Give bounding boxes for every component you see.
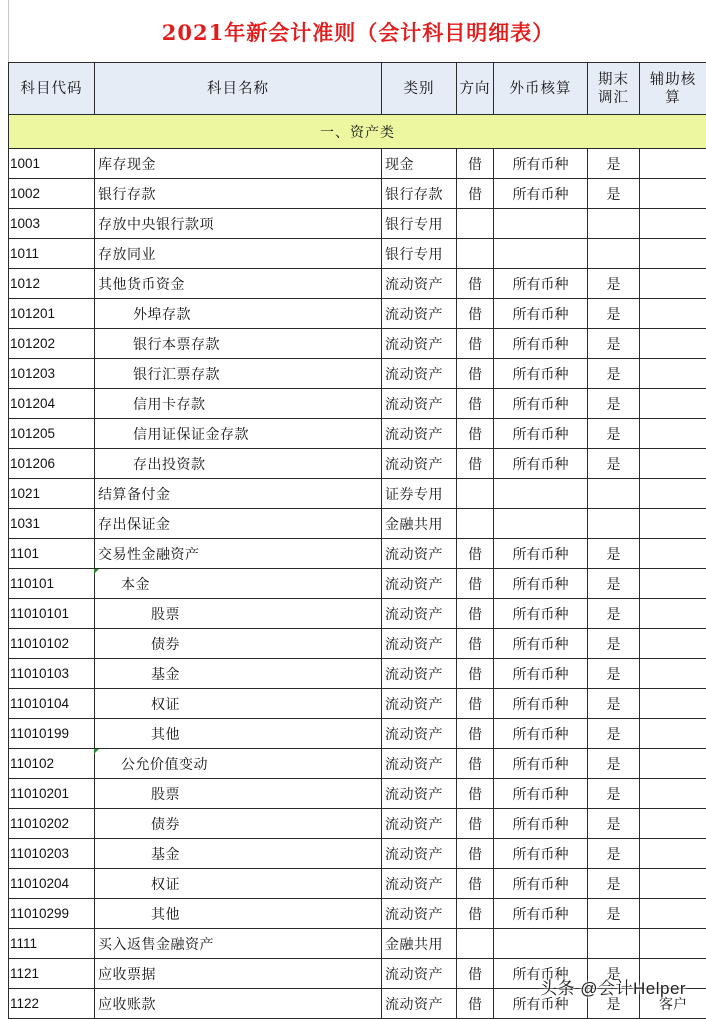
table-row [9,179,706,209]
cell-name[interactable]: 结算备付金 [95,479,382,509]
header-row [9,63,706,115]
cell-category[interactable]: 银行专用 [382,209,457,239]
cell-name[interactable]: 银行存款 [95,179,382,209]
cell-name[interactable]: 库存现金 [95,149,382,179]
cell-period-end[interactable]: 是 [588,569,640,599]
cell-period-end[interactable]: 是 [588,899,640,929]
cell-period-end[interactable]: 是 [588,269,640,299]
cell-period-end[interactable]: 是 [588,299,640,329]
cell-auxiliary[interactable] [640,299,706,329]
cell-name[interactable]: 外埠存款 [95,299,382,329]
table-row [9,509,706,539]
table-row [9,749,706,779]
table-row [9,569,706,599]
cell-code[interactable]: 1001 [9,149,95,179]
header-currency[interactable]: 外币核算 [494,63,588,115]
cell-currency[interactable]: 所有币种 [494,869,588,899]
cell-code[interactable]: 11010103 [9,659,95,689]
cell-currency[interactable]: 所有币种 [494,599,588,629]
cell-period-end[interactable]: 是 [588,599,640,629]
watermark: 头条 @会计Helper [540,974,686,999]
cell-direction[interactable]: 借 [457,329,494,359]
cell-period-end[interactable]: 是 [588,809,640,839]
cell-period-end[interactable]: 是 [588,389,640,419]
cell-code[interactable]: 1012 [9,269,95,299]
cell-category[interactable]: 流动资产 [382,359,457,389]
cell-currency[interactable] [494,509,588,539]
cell-code[interactable]: 11010202 [9,809,95,839]
cell-category[interactable]: 流动资产 [382,659,457,689]
cell-period-end[interactable]: 是 [588,989,640,1019]
cell-direction[interactable]: 借 [457,989,494,1019]
cell-direction[interactable]: 借 [457,629,494,659]
cell-name[interactable]: 银行本票存款 [95,329,382,359]
cell-currency[interactable]: 所有币种 [494,569,588,599]
cell-currency[interactable]: 所有币种 [494,659,588,689]
cell-category[interactable]: 流动资产 [382,869,457,899]
cell-category[interactable]: 金融共用 [382,509,457,539]
cell-code[interactable]: 11010299 [9,899,95,929]
cell-code[interactable]: 1111 [9,929,95,959]
table-row [9,809,706,839]
cell-name[interactable]: 存放中央银行款项 [95,209,382,239]
cell-currency[interactable]: 所有币种 [494,899,588,929]
cell-category[interactable]: 流动资产 [382,719,457,749]
cell-period-end[interactable]: 是 [588,689,640,719]
cell-category[interactable]: 流动资产 [382,779,457,809]
cell-name[interactable]: 银行汇票存款 [95,359,382,389]
cell-period-end[interactable] [588,479,640,509]
cell-auxiliary[interactable] [640,149,706,179]
cell-period-end[interactable]: 是 [588,329,640,359]
cell-name[interactable]: 交易性金融资产 [95,539,382,569]
cell-period-end[interactable]: 是 [588,629,640,659]
cell-category[interactable]: 流动资产 [382,569,457,599]
cell-name[interactable]: 基金 [95,839,382,869]
cell-category[interactable]: 流动资产 [382,539,457,569]
cell-direction[interactable]: 借 [457,869,494,899]
cell-category[interactable]: 流动资产 [382,269,457,299]
cell-code[interactable]: 1122 [9,989,95,1019]
table-row [9,869,706,899]
cell-name[interactable]: 股票 [95,779,382,809]
cell-name[interactable]: 存出保证金 [95,509,382,539]
cell-period-end[interactable] [588,509,640,539]
cell-direction[interactable]: 借 [457,959,494,989]
table-row [9,359,706,389]
cell-name[interactable]: 基金 [95,659,382,689]
table-row [9,599,706,629]
cell-direction[interactable] [457,509,494,539]
cell-currency[interactable]: 所有币种 [494,779,588,809]
cell-currency[interactable]: 所有币种 [494,989,588,1019]
table-row [9,329,706,359]
cell-direction[interactable]: 借 [457,269,494,299]
cell-name[interactable]: 权证 [95,689,382,719]
cell-name[interactable]: 其他 [95,899,382,929]
account-table [8,62,706,1019]
cell-auxiliary[interactable] [640,389,706,419]
cell-currency[interactable]: 所有币种 [494,389,588,419]
cell-currency[interactable]: 所有币种 [494,419,588,449]
cell-code[interactable]: 11010104 [9,689,95,719]
cell-name[interactable]: 股票 [95,599,382,629]
cell-auxiliary[interactable] [640,239,706,269]
cell-period-end[interactable]: 是 [588,719,640,749]
cell-name[interactable]: 应收账款 [95,989,382,1019]
cell-code[interactable]: 110102 [9,749,95,779]
cell-direction[interactable]: 借 [457,389,494,419]
cell-period-end[interactable]: 是 [588,179,640,209]
cell-currency[interactable]: 所有币种 [494,809,588,839]
cell-category[interactable]: 流动资产 [382,839,457,869]
cell-period-end[interactable]: 是 [588,359,640,389]
header-period-end-line2: 调汇 [598,90,629,106]
cell-period-end[interactable]: 是 [588,779,640,809]
cell-currency[interactable]: 所有币种 [494,719,588,749]
cell-direction[interactable]: 借 [457,749,494,779]
cell-category[interactable]: 流动资产 [382,629,457,659]
cell-currency[interactable]: 所有币种 [494,689,588,719]
cell-currency[interactable]: 所有币种 [494,299,588,329]
cell-direction[interactable]: 借 [457,779,494,809]
header-auxiliary-line1: 辅助核 [650,72,697,88]
comment-marker [94,569,99,574]
cell-category[interactable]: 流动资产 [382,599,457,629]
table-row [9,929,706,959]
cell-currency[interactable]: 所有币种 [494,749,588,779]
cell-code[interactable]: 1003 [9,209,95,239]
cell-direction[interactable]: 借 [457,179,494,209]
cell-period-end[interactable]: 是 [588,449,640,479]
cell-name[interactable]: 权证 [95,869,382,899]
cell-auxiliary[interactable] [640,929,706,959]
cell-name[interactable]: 信用卡存款 [95,389,382,419]
cell-auxiliary[interactable] [640,269,706,299]
cell-period-end[interactable] [588,239,640,269]
cell-name[interactable]: 存出投资款 [95,449,382,479]
cell-period-end[interactable]: 是 [588,869,640,899]
cell-name[interactable]: 信用证保证金存款 [95,419,382,449]
cell-category[interactable]: 流动资产 [382,389,457,419]
cell-currency[interactable]: 所有币种 [494,959,588,989]
cell-period-end[interactable]: 是 [588,659,640,689]
cell-category[interactable]: 流动资产 [382,419,457,449]
cell-currency[interactable]: 所有币种 [494,149,588,179]
sheet-title: 2021年新会计准则（会计科目明细表） [8,0,706,62]
cell-code[interactable]: 101206 [9,449,95,479]
header-period-end-line1: 期末 [598,72,629,88]
cell-auxiliary[interactable] [640,419,706,449]
cell-category[interactable]: 现金 [382,149,457,179]
cell-name[interactable]: 公允价值变动 [95,749,382,779]
table-row [9,539,706,569]
cell-auxiliary[interactable]: 客户 [640,989,706,1019]
header-name[interactable]: 科目名称 [95,63,382,115]
header-period-end[interactable] [588,63,640,115]
cell-code[interactable]: 11010201 [9,779,95,809]
cell-code[interactable]: 1031 [9,509,95,539]
table-row [9,779,706,809]
cell-direction[interactable]: 借 [457,809,494,839]
cell-name[interactable]: 债券 [95,629,382,659]
cell-code[interactable]: 1121 [9,959,95,989]
cell-auxiliary[interactable] [640,359,706,389]
cell-auxiliary[interactable] [640,629,706,659]
table-row [9,419,706,449]
cell-direction[interactable]: 借 [457,899,494,929]
cell-period-end[interactable] [588,929,640,959]
cell-name[interactable]: 其他货币资金 [95,269,382,299]
cell-currency[interactable]: 所有币种 [494,839,588,869]
cell-direction[interactable] [457,929,494,959]
cell-category[interactable]: 流动资产 [382,989,457,1019]
cell-category[interactable]: 金融共用 [382,929,457,959]
table-row [9,899,706,929]
cell-currency[interactable]: 所有币种 [494,539,588,569]
table-row [9,389,706,419]
cell-auxiliary[interactable] [640,719,706,749]
header-category[interactable]: 类别 [382,63,457,115]
cell-auxiliary[interactable] [640,449,706,479]
cell-name[interactable]: 买入返售金融资产 [95,929,382,959]
cell-name[interactable]: 本金 [95,569,382,599]
cell-category[interactable]: 流动资产 [382,329,457,359]
cell-direction[interactable]: 借 [457,449,494,479]
cell-auxiliary[interactable] [640,869,706,899]
cell-name[interactable]: 存放同业 [95,239,382,269]
cell-code[interactable]: 11010199 [9,719,95,749]
cell-currency[interactable] [494,209,588,239]
cell-auxiliary[interactable] [640,659,706,689]
cell-direction[interactable]: 借 [457,599,494,629]
cell-period-end[interactable]: 是 [588,749,640,779]
cell-currency[interactable] [494,239,588,269]
cell-direction[interactable]: 借 [457,299,494,329]
cell-direction[interactable]: 借 [457,659,494,689]
cell-category[interactable]: 流动资产 [382,689,457,719]
cell-period-end[interactable]: 是 [588,959,640,989]
cell-code[interactable]: 101204 [9,389,95,419]
cell-category[interactable]: 流动资产 [382,749,457,779]
header-auxiliary[interactable] [640,63,706,115]
cell-name[interactable]: 债券 [95,809,382,839]
cell-category[interactable]: 银行专用 [382,239,457,269]
table-row [9,839,706,869]
cell-code[interactable]: 1101 [9,539,95,569]
cell-direction[interactable]: 借 [457,689,494,719]
cell-currency[interactable]: 所有币种 [494,179,588,209]
cell-direction[interactable] [457,209,494,239]
table-row [9,269,706,299]
table-row [9,659,706,689]
cell-code[interactable]: 1011 [9,239,95,269]
cell-currency[interactable] [494,929,588,959]
cell-code[interactable]: 11010203 [9,839,95,869]
cell-direction[interactable]: 借 [457,419,494,449]
cell-category[interactable]: 流动资产 [382,809,457,839]
table-row [9,479,706,509]
header-auxiliary-line2: 算 [665,90,681,106]
cell-direction[interactable]: 借 [457,359,494,389]
cell-code[interactable]: 11010102 [9,629,95,659]
cell-name[interactable]: 其他 [95,719,382,749]
cell-code[interactable]: 1021 [9,479,95,509]
header-direction[interactable]: 方向 [457,63,494,115]
table-row [9,629,706,659]
cell-currency[interactable] [494,479,588,509]
table-row [9,239,706,269]
cell-direction[interactable] [457,239,494,269]
cell-auxiliary[interactable] [640,779,706,809]
cell-auxiliary[interactable] [640,599,706,629]
cell-auxiliary[interactable] [640,329,706,359]
cell-auxiliary[interactable] [640,509,706,539]
cell-category[interactable]: 证券专用 [382,479,457,509]
cell-currency[interactable]: 所有币种 [494,629,588,659]
cell-direction[interactable]: 借 [457,149,494,179]
cell-code[interactable]: 11010204 [9,869,95,899]
cell-period-end[interactable] [588,209,640,239]
cell-auxiliary[interactable] [640,899,706,929]
header-code[interactable]: 科目代码 [9,63,95,115]
cell-auxiliary[interactable] [640,179,706,209]
cell-direction[interactable]: 借 [457,569,494,599]
section-label[interactable]: 一、资产类 [9,115,706,149]
cell-category[interactable]: 流动资产 [382,959,457,989]
cell-direction[interactable]: 借 [457,539,494,569]
row-header-strip [0,0,7,1011]
cell-auxiliary[interactable] [640,809,706,839]
cell-auxiliary[interactable] [640,689,706,719]
cell-currency[interactable]: 所有币种 [494,329,588,359]
cell-auxiliary[interactable] [640,539,706,569]
cell-code[interactable]: 11010101 [9,599,95,629]
cell-code[interactable]: 101205 [9,419,95,449]
cell-code[interactable]: 101202 [9,329,95,359]
cell-period-end[interactable]: 是 [588,539,640,569]
cell-period-end[interactable]: 是 [588,419,640,449]
cell-category[interactable]: 流动资产 [382,449,457,479]
table-row [9,299,706,329]
cell-auxiliary[interactable] [640,209,706,239]
table-row [9,689,706,719]
cell-auxiliary[interactable] [640,749,706,779]
cell-name[interactable]: 应收票据 [95,959,382,989]
cell-code[interactable]: 101203 [9,359,95,389]
table-row [9,209,706,239]
cell-code[interactable]: 110101 [9,569,95,599]
comment-marker [94,749,99,754]
cell-auxiliary[interactable] [640,839,706,869]
cell-currency[interactable]: 所有币种 [494,449,588,479]
table-row [9,449,706,479]
cell-category[interactable]: 流动资产 [382,899,457,929]
cell-currency[interactable]: 所有币种 [494,269,588,299]
cell-direction[interactable] [457,479,494,509]
cell-direction[interactable]: 借 [457,719,494,749]
cell-period-end[interactable]: 是 [588,839,640,869]
cell-period-end[interactable]: 是 [588,149,640,179]
section-row [9,115,706,149]
cell-code[interactable]: 1002 [9,179,95,209]
table-row [9,149,706,179]
cell-category[interactable]: 银行存款 [382,179,457,209]
cell-currency[interactable]: 所有币种 [494,359,588,389]
cell-category[interactable]: 流动资产 [382,299,457,329]
cell-auxiliary[interactable] [640,569,706,599]
cell-code[interactable]: 101201 [9,299,95,329]
cell-auxiliary[interactable] [640,479,706,509]
table-row [9,719,706,749]
cell-direction[interactable]: 借 [457,839,494,869]
